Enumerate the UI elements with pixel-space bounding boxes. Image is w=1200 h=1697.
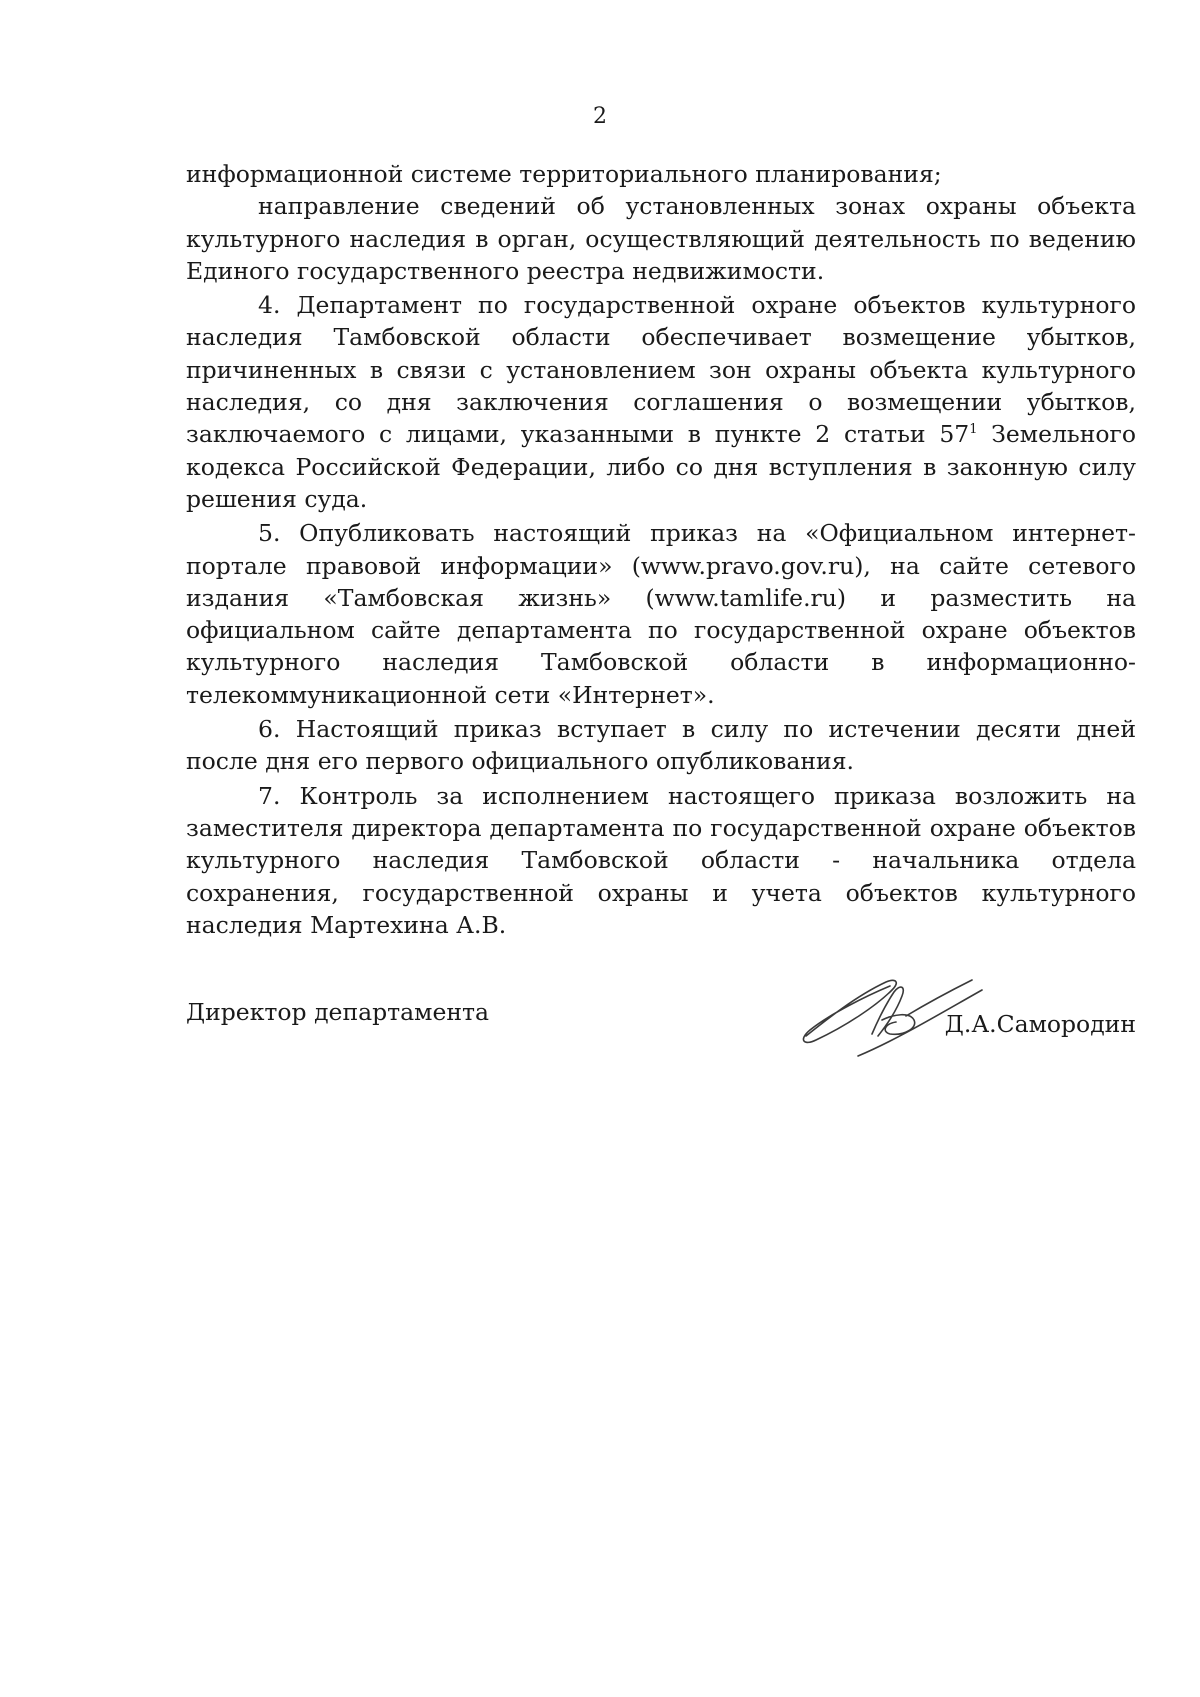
paragraph-item-4-text-a: 4. Департамент по государственной охране объектов культурного наследия Тамбовской области обеспечивает возмещение убытков, причиненных в связи с установлением зон охраны объекта культурного наследия, со дня заключения соглашения о возмещении убытков, заключаемого с лицами, указанными в пункте 2 статьи 57	[186, 291, 1136, 449]
paragraph-item-4	[186, 289, 1136, 515]
signature-block	[186, 960, 1136, 1070]
document-body	[186, 158, 1136, 941]
page-number: 2	[593, 104, 607, 129]
paragraph-continuation: информационной системе территориального планирования;	[186, 160, 942, 188]
paragraph-item-4-text-b: Земельного кодекса Российской Федерации, либо со дня вступления в законную силу решения суда.	[186, 420, 1136, 513]
signer-name: Д.А.Самородин	[944, 1010, 1136, 1038]
paragraph-registry-notice: направление сведений об установленных зонах охраны объекта культурного наследия в орган, осуществляющий деятельность по ведению Единого государственного реестра недвижимости.	[186, 192, 1136, 285]
article-superscript: 1	[969, 422, 978, 438]
paragraph-item-7: 7. Контроль за исполнением настоящего приказа возложить на заместителя директора департамента по государственной охране объектов культурного наследия Тамбовской области - начальника отдела сохранения, государственной охраны и учета объектов культурного наследия Мартехина А.В.	[186, 781, 1136, 939]
paragraph-item-5: 5. Опубликовать настоящий приказ на «Официальном интернет-портале правовой информации» (www.pravo.gov.ru), на сайте сетевого издания «Тамбовская жизнь» (www.tamlife.ru) и разместить на официальном сайте департамента по государственной охране объектов культурного наследия Тамбовской области в информационно-телекоммуникационной сети «Интернет».	[186, 519, 1136, 709]
signer-title: Директор департамента	[186, 998, 490, 1026]
paragraph-item-6: 6. Настоящий приказ вступает в силу по истечении десяти дней после дня его первого официального опубликования.	[186, 715, 1136, 776]
